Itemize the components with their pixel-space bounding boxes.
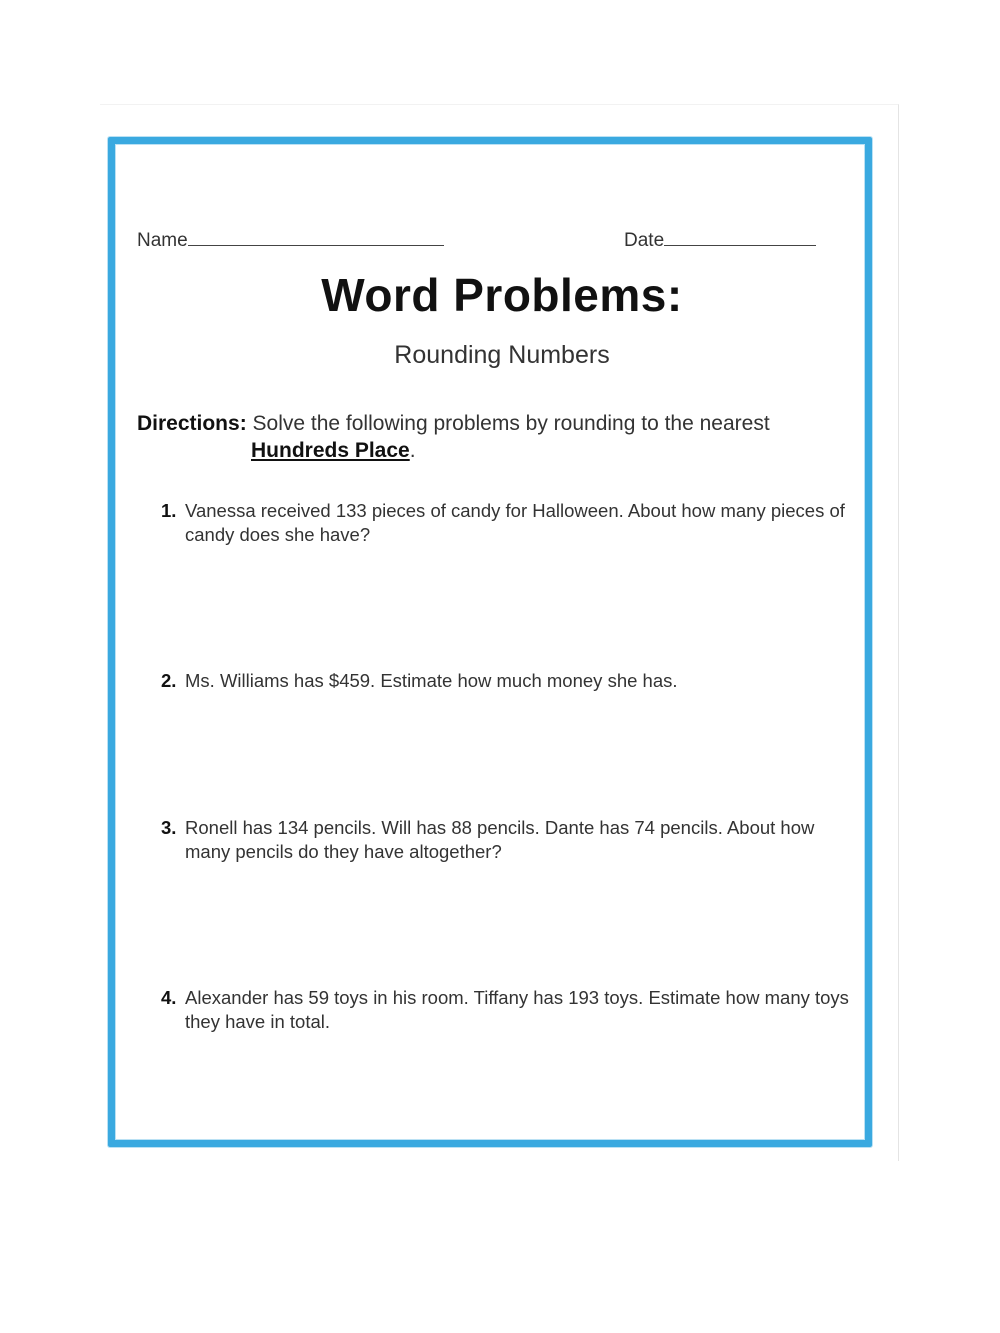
directions-end: . [409, 439, 416, 462]
problem-2 [161, 669, 861, 693]
directions-label: Directions: [137, 412, 247, 435]
problem-4 [161, 986, 861, 1034]
problem-text: Ronell has 134 pencils. Will has 88 pencils. Dante has 74 pencils. About how many pencils do they have altogether? [185, 817, 815, 862]
page-title: Word Problems: [321, 269, 683, 321]
date-blank-line [664, 231, 816, 246]
problem-1 [161, 499, 861, 547]
name-label: Name [137, 230, 188, 251]
problem-text: Ms. Williams has $459. Estimate how much money she has. [185, 670, 678, 691]
problem-text: Vanessa received 133 pieces of candy for Halloween. About how many pieces of candy does she have? [185, 500, 845, 545]
worksheet-border [108, 137, 872, 1147]
problem-number: 4. [161, 987, 177, 1008]
directions-emphasis: Hundreds Place [251, 439, 410, 462]
worksheet-page [100, 104, 899, 1161]
name-blank-line [188, 231, 444, 246]
directions [137, 410, 857, 464]
problem-3 [161, 816, 861, 864]
date-field [624, 230, 816, 252]
date-label: Date [624, 230, 665, 251]
problem-number: 3. [161, 817, 177, 838]
name-field [137, 230, 444, 252]
problem-number: 1. [161, 500, 177, 521]
problem-number: 2. [161, 670, 177, 691]
page-subtitle: Rounding Numbers [394, 341, 610, 369]
problem-text: Alexander has 59 toys in his room. Tiffany has 193 toys. Estimate how many toys they have in total. [185, 987, 849, 1032]
directions-text: Solve the following problems by rounding to the nearest [246, 412, 770, 435]
